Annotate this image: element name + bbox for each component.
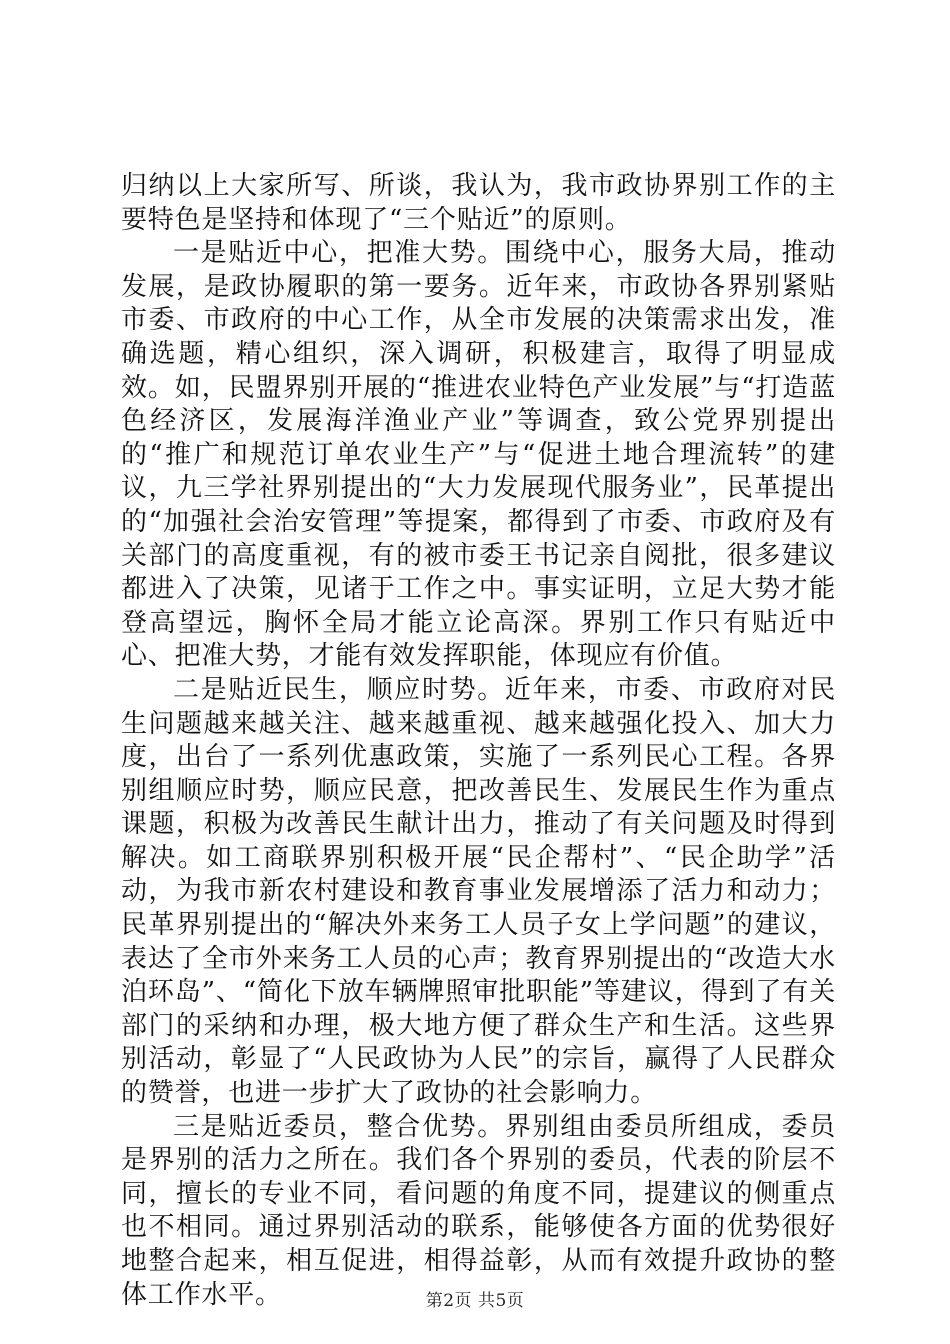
- page-number-footer: 第2页 共5页: [425, 1291, 525, 1311]
- paragraph-intro: 归纳以上大家所写、所谈，我认为，我市政协界别工作的主要特色是坚持和体现了“三个贴近”的原则。: [121, 171, 836, 235]
- document-body: [121, 170, 836, 1312]
- paragraph-point-one: 一是贴近中心，把准大势。围绕中心，服务大局，推动发展，是政协履职的第一要务。近年来，市政协各界别紧贴市委、市政府的中心工作，从全市发展的决策需求出发，准确选题，精心组织，深入调研，积极建言，取得了明显成效。如，民盟界别开展的“推进农业特色产业发展”与“打造蓝色经济区，发展海洋渔业产业”等调查，致公党界别提出的“推广和规范订单农业生产”与“促进土地合理流转”的建议，九三学社界别提出的“大力发展现代服务业”，民革提出的“加强社会治安管理”等提案，都得到了市委、市政府及有关部门的高度重视，有的被市委王书记亲自阅批，很多建议都进入了决策，见诸于工作之中。事实证明，立足大势才能登高望远，胸怀全局才能立论高深。界别工作只有贴近中心、把准大势，才能有效发挥职能，体现应有价值。: [121, 238, 836, 672]
- paragraph-point-two: 二是贴近民生，顺应时势。近年来，市委、市政府对民生问题越来越关注、越来越重视、越来越强化投入、加大力度，出台了一系列优惠政策，实施了一系列民心工程。各界别组顺应时势，顺应民意，把改善民生、发展民生作为重点课题，积极为改善民生献计出力，推动了有关问题及时得到解决。如工商联界别积极开展“民企帮村”、“民企助学”活动，为我市新农村建设和教育事业发展增添了活力和动力；民革界别提出的“解决外来务工人员子女上学问题”的建议，表达了全市外来务工人员的心声；教育界别提出的“改造大水泊环岛”、“简化下放车辆牌照审批职能”等建议，得到了有关部门的采纳和办理，极大地方便了群众生产和生活。这些界别活动，彰显了“人民政协为人民”的宗旨，赢得了人民群众的赞誉，也进一步扩大了政协的社会影响力。: [121, 674, 836, 1109]
- paragraph-point-three: 三是贴近委员，整合优势。界别组由委员所组成，委员是界别的活力之所在。我们各个界别的委员，代表的阶层不同，擅长的专业不同，看问题的角度不同，提建议的侧重点也不相同。通过界别活动的联系，能够使各方面的优势很好地整合起来，相互促进，相得益彰，从而有效提升政协的整体工作水平。: [121, 1111, 836, 1310]
